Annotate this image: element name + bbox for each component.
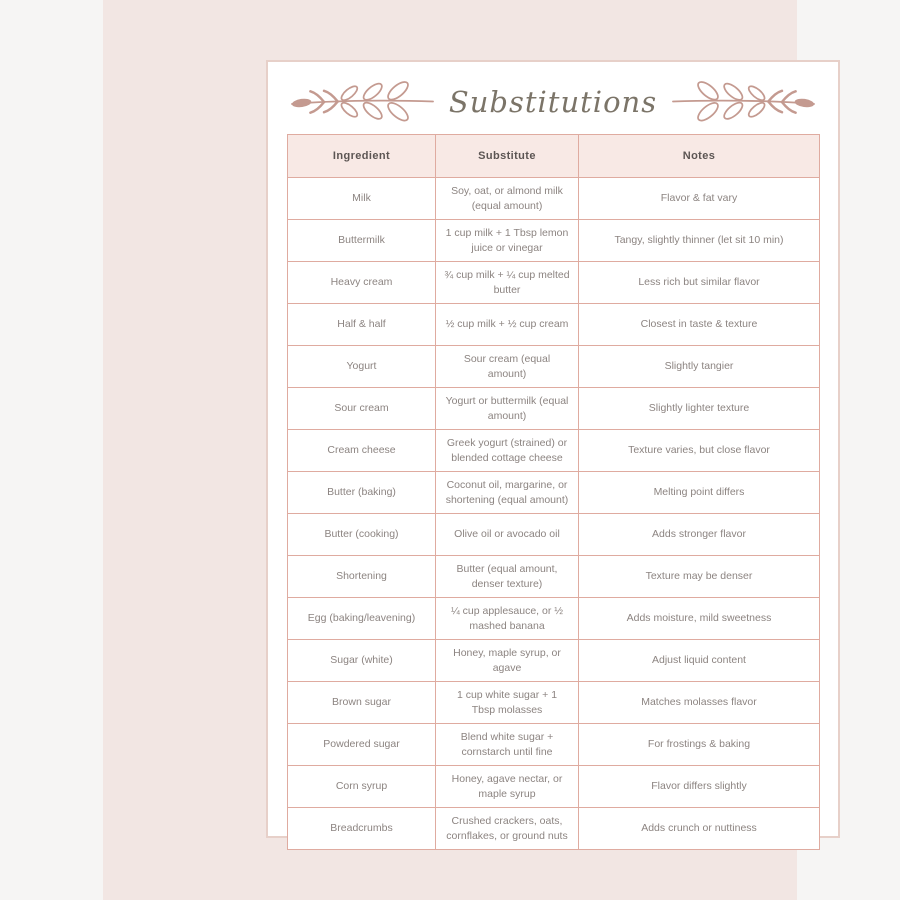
page-title: Substitutions [448,85,658,119]
table-row [288,514,820,556]
table-row [288,346,820,388]
cell-substitute: Honey, maple syrup, or agave [436,640,579,682]
column-header-notes: Notes [579,135,820,178]
cell-ingredient: Egg (baking/leavening) [288,598,436,640]
cell-ingredient: Milk [288,178,436,220]
substitutions-table [287,134,820,850]
cell-substitute: Yogurt or buttermilk (equal amount) [436,388,579,430]
laurel-branch-left-icon [289,80,435,124]
cell-notes: Adjust liquid content [579,640,820,682]
cell-substitute: Coconut oil, margarine, or shortening (equal amount) [436,472,579,514]
cell-substitute: Blend white sugar + cornstarch until fine [436,724,579,766]
cell-ingredient: Brown sugar [288,682,436,724]
table-row [288,304,820,346]
cell-notes: Adds crunch or nuttiness [579,808,820,850]
table-row [288,388,820,430]
cell-substitute: Soy, oat, or almond milk (equal amount) [436,178,579,220]
table-row [288,598,820,640]
document-card [266,60,840,842]
cell-substitute: ¼ cup applesauce, or ½ mashed banana [436,598,579,640]
table-row [288,220,820,262]
cell-notes: Slightly lighter texture [579,388,820,430]
cell-substitute: Sour cream (equal amount) [436,346,579,388]
cell-notes: Flavor differs slightly [579,766,820,808]
cell-notes: Adds moisture, mild sweetness [579,598,820,640]
table-row [288,472,820,514]
cell-substitute: ¾ cup milk + ¼ cup melted butter [436,262,579,304]
cell-ingredient: Corn syrup [288,766,436,808]
column-header-ingredient: Ingredient [288,135,436,178]
table-body [288,178,820,850]
table-row [288,808,820,850]
cell-ingredient: Butter (cooking) [288,514,436,556]
table-row [288,178,820,220]
table-row [288,430,820,472]
column-header-substitute: Substitute [436,135,579,178]
cell-substitute: 1 cup white sugar + 1 Tbsp molasses [436,682,579,724]
cell-ingredient: Buttermilk [288,220,436,262]
pink-panel [103,0,797,900]
cell-ingredient: Breadcrumbs [288,808,436,850]
cell-notes: For frostings & baking [579,724,820,766]
cell-notes: Tangy, slightly thinner (let sit 10 min) [579,220,820,262]
table-row [288,262,820,304]
cell-substitute: Greek yogurt (strained) or blended cottage cheese [436,430,579,472]
table-header-row [288,135,820,178]
cell-substitute: Honey, agave nectar, or maple syrup [436,766,579,808]
cell-ingredient: Shortening [288,556,436,598]
cell-notes: Flavor & fat vary [579,178,820,220]
cell-ingredient: Heavy cream [288,262,436,304]
title-row [268,76,838,128]
table-header [288,135,820,178]
cell-notes: Matches molasses flavor [579,682,820,724]
cell-notes: Texture varies, but close flavor [579,430,820,472]
cell-ingredient: Sugar (white) [288,640,436,682]
cell-notes: Adds stronger flavor [579,514,820,556]
table-row [288,724,820,766]
cell-substitute: Olive oil or avocado oil [436,514,579,556]
cell-notes: Melting point differs [579,472,820,514]
cell-substitute: Crushed crackers, oats, cornflakes, or ground nuts [436,808,579,850]
cell-notes: Closest in taste & texture [579,304,820,346]
cell-notes: Slightly tangier [579,346,820,388]
cell-ingredient: Yogurt [288,346,436,388]
laurel-branch-right-icon [671,80,817,124]
cell-substitute: 1 cup milk + 1 Tbsp lemon juice or vinegar [436,220,579,262]
cell-ingredient: Butter (baking) [288,472,436,514]
cell-ingredient: Half & half [288,304,436,346]
cell-notes: Less rich but similar flavor [579,262,820,304]
cell-ingredient: Powdered sugar [288,724,436,766]
table-row [288,556,820,598]
cell-notes: Texture may be denser [579,556,820,598]
cell-ingredient: Cream cheese [288,430,436,472]
cell-ingredient: Sour cream [288,388,436,430]
cell-substitute: Butter (equal amount, denser texture) [436,556,579,598]
table-row [288,682,820,724]
table-row [288,766,820,808]
cell-substitute: ½ cup milk + ½ cup cream [436,304,579,346]
table-row [288,640,820,682]
